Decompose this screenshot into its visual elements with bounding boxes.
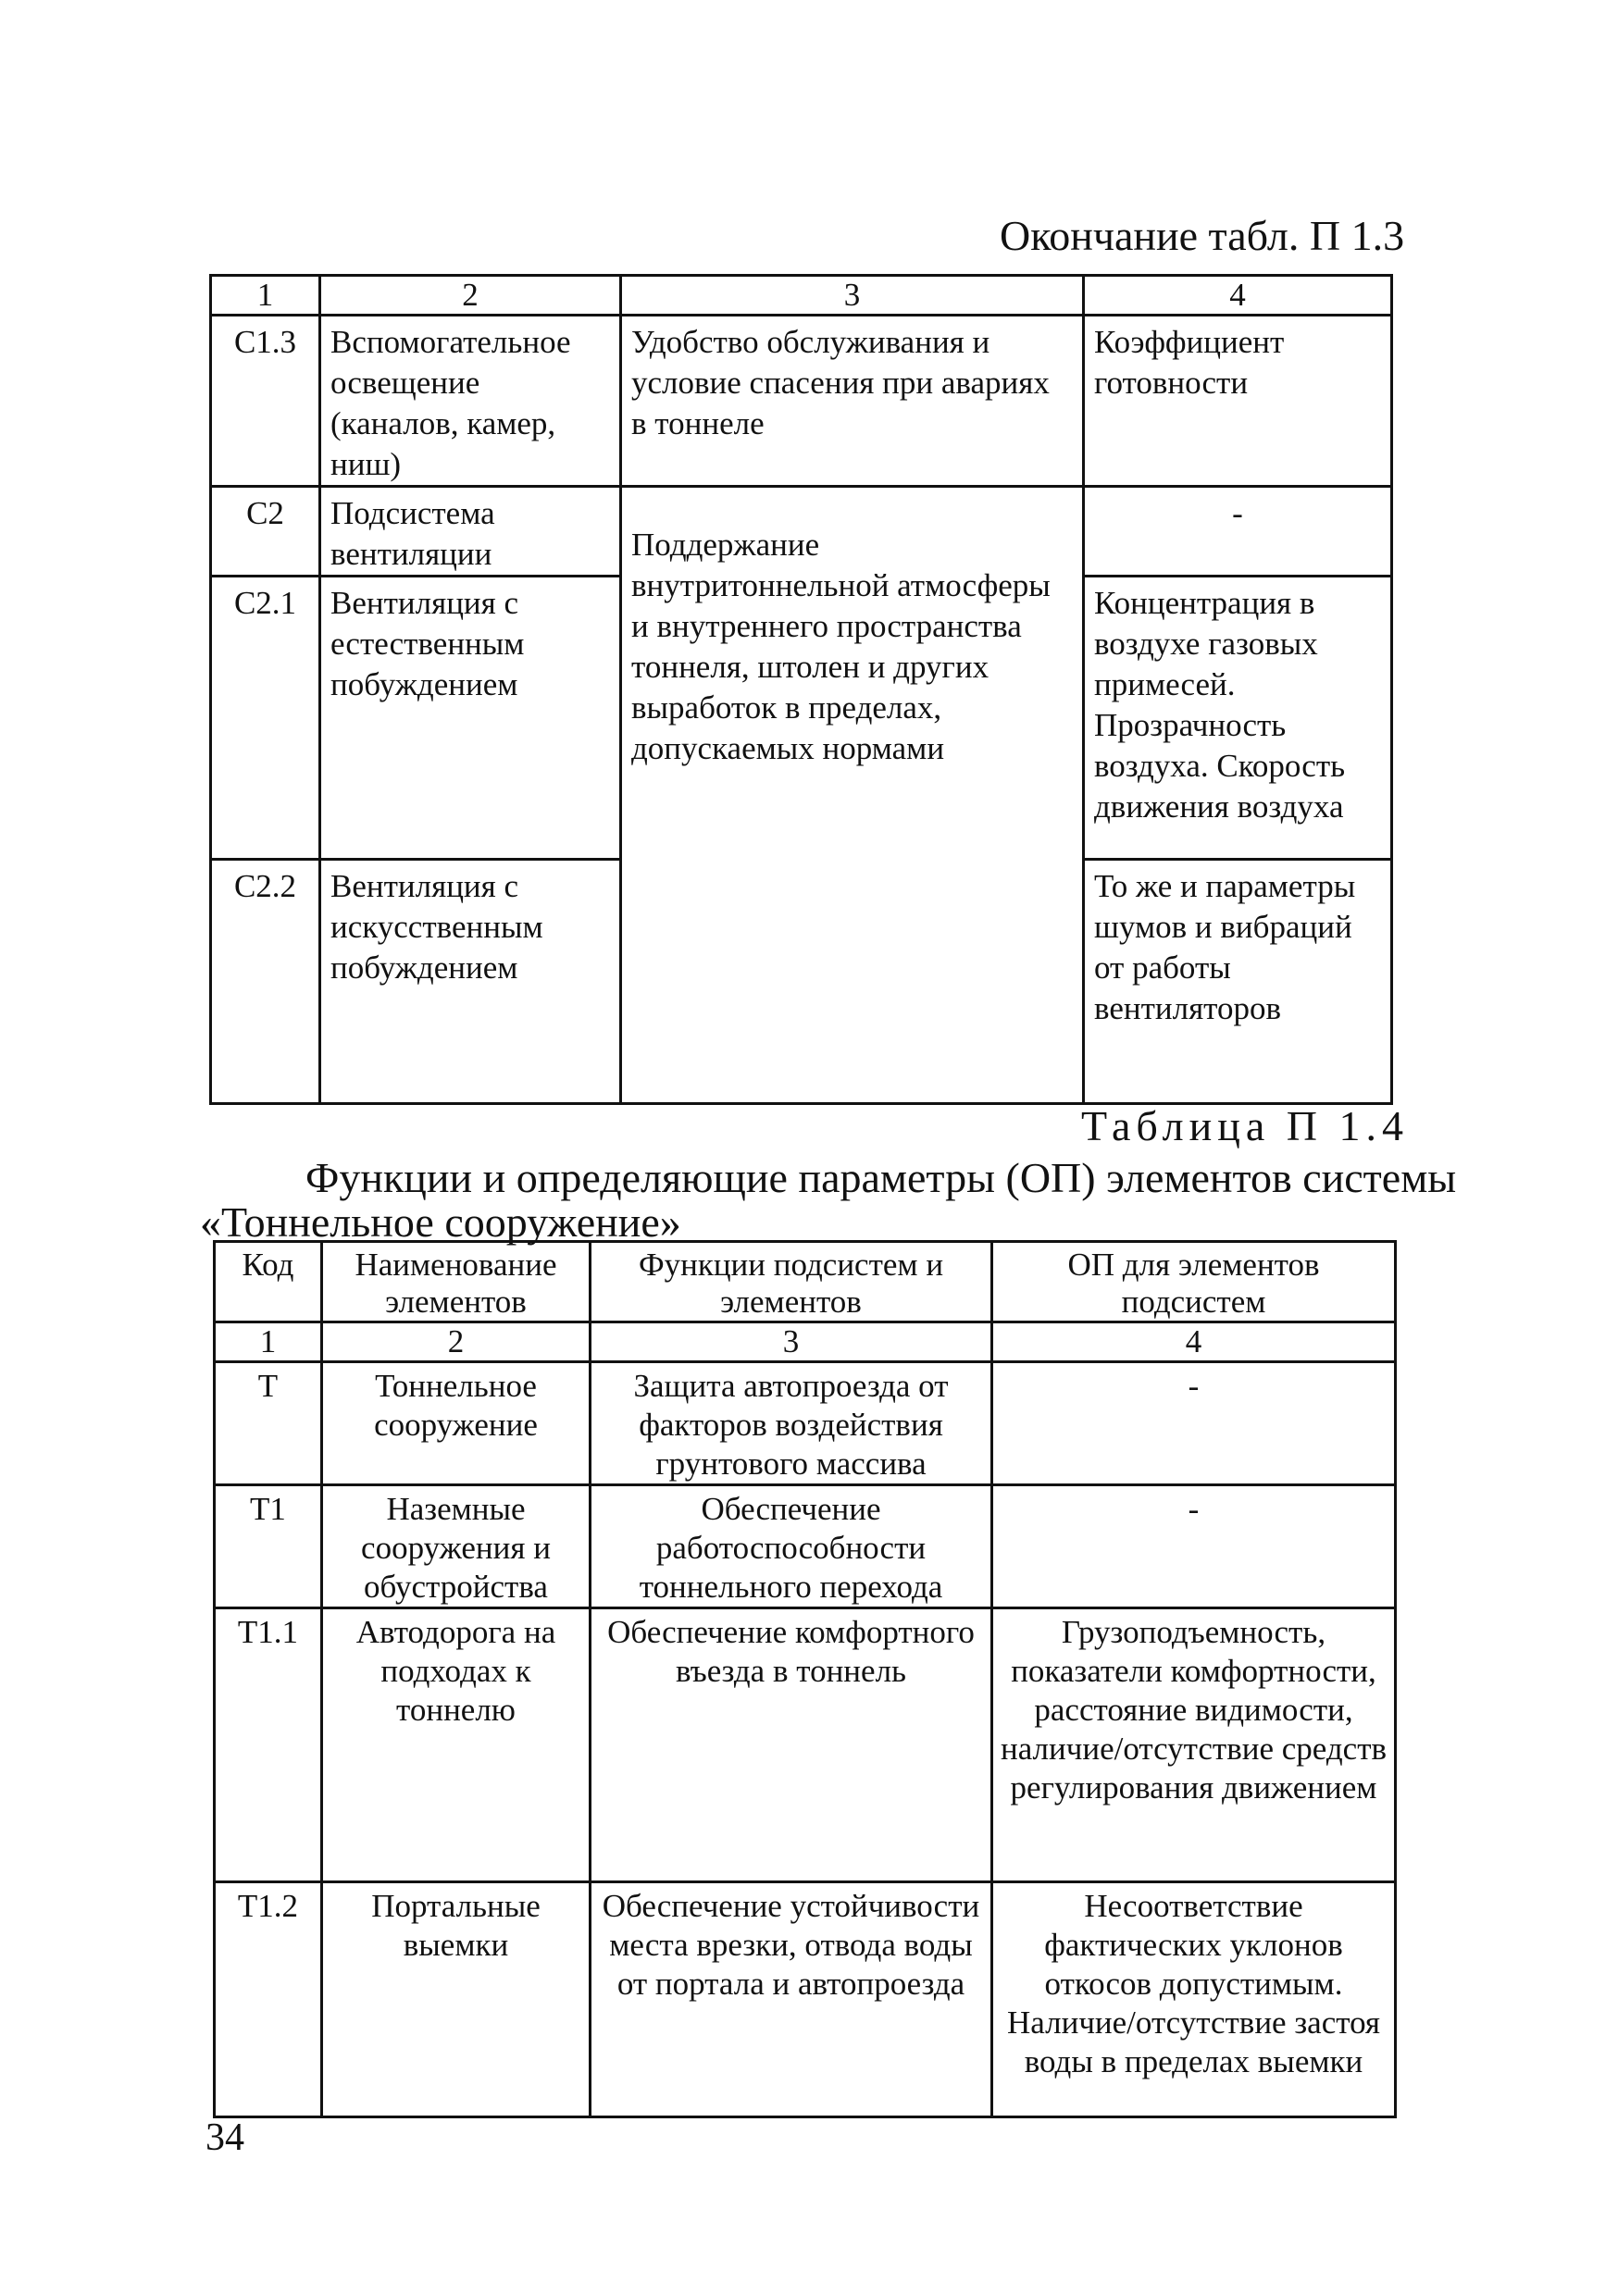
column-number: 2	[320, 276, 621, 316]
row-param: Несоответствие фактических уклонов откосов допустимым. Наличие/отсутствие застоя воды в пределах выемки	[992, 1882, 1396, 2117]
column-number: 1	[211, 276, 320, 316]
table-header-row	[211, 276, 1392, 316]
row-name: Вентиляция с естественным побуждением	[320, 577, 621, 860]
table-row	[215, 1362, 1396, 1485]
row-function: Защита автопроезда от факторов воздействия грунтового массива	[591, 1362, 992, 1485]
column-number: 3	[591, 1322, 992, 1362]
row-code: С2.2	[211, 860, 320, 1104]
row-name: Автодорога на подходах к тоннелю	[322, 1608, 591, 1882]
row-function: Удобство обслуживания и условие спасения при авариях в тоннеле	[621, 316, 1084, 487]
row-param: То же и параметры шумов и вибраций от работы вентиляторов	[1084, 860, 1392, 1104]
table-p1-4	[213, 1240, 1397, 2118]
row-function: Обеспечение комфортного въезда в тоннель	[591, 1608, 992, 1882]
column-number: 2	[322, 1322, 591, 1362]
row-param: Концентрация в воздухе газовых примесей. Прозрачность воздуха. Скорость движения воздуха	[1084, 577, 1392, 860]
table-row	[215, 1608, 1396, 1882]
row-param: -	[992, 1362, 1396, 1485]
header-param: ОП для элементов подсистем	[992, 1242, 1396, 1322]
column-number: 1	[215, 1322, 322, 1362]
row-param: -	[1084, 487, 1392, 577]
column-numbers-row	[215, 1322, 1396, 1362]
page-number: 34	[205, 2116, 244, 2159]
table-row	[211, 316, 1392, 487]
row-name: Вспомогательное освещение (каналов, камер, ниш)	[320, 316, 621, 487]
row-name: Вентиляция с искусственным побуждением	[320, 860, 621, 1104]
header-code: Код	[215, 1242, 322, 1322]
row-param: Коэффициент готовности	[1084, 316, 1392, 487]
column-number: 4	[992, 1322, 1396, 1362]
table-p1-3	[209, 274, 1393, 1105]
row-function-merged: Поддержание внутритоннельной атмосферы и внутреннего пространства тоннеля, штолен и других выработок в пределах, допускаемых нормами	[621, 487, 1084, 1104]
row-param: -	[992, 1485, 1396, 1608]
header-name: Наименование элементов	[322, 1242, 591, 1322]
row-code: Т	[215, 1362, 322, 1485]
row-name: Наземные сооружения и обустройства	[322, 1485, 591, 1608]
column-number: 4	[1084, 276, 1392, 316]
table-row	[215, 1485, 1396, 1608]
row-code: С2	[211, 487, 320, 577]
row-name: Подсистема вентиляции	[320, 487, 621, 577]
continuation-title: Окончание табл. П 1.3	[1000, 212, 1405, 259]
row-code: С1.3	[211, 316, 320, 487]
row-param: Грузоподъемность, показатели комфортности, расстояние видимости, наличие/отсутствие средств регулирования движением	[992, 1608, 1396, 1882]
row-code: Т1.1	[215, 1608, 322, 1882]
row-name: Портальные выемки	[322, 1882, 591, 2117]
row-code: Т1	[215, 1485, 322, 1608]
row-code: Т1.2	[215, 1882, 322, 2117]
table-row	[215, 1882, 1396, 2117]
row-name: Тоннельное сооружение	[322, 1362, 591, 1485]
table-title-line2: «Тоннельное сооружение»	[200, 1198, 681, 1246]
row-code: С2.1	[211, 577, 320, 860]
row-function: Обеспечение устойчивости места врезки, отвода воды от портала и автопроезда	[591, 1882, 992, 2117]
row-function: Обеспечение работоспособности тоннельного перехода	[591, 1485, 992, 1608]
header-function: Функции подсистем и элементов	[591, 1242, 992, 1322]
table-title-line1: Функции и определяющие параметры (ОП) элементов системы	[305, 1154, 1457, 1201]
table-row	[211, 487, 1392, 577]
table-label: Таблица П 1.4	[1081, 1102, 1409, 1149]
column-number: 3	[621, 276, 1084, 316]
table-header-row	[215, 1242, 1396, 1322]
